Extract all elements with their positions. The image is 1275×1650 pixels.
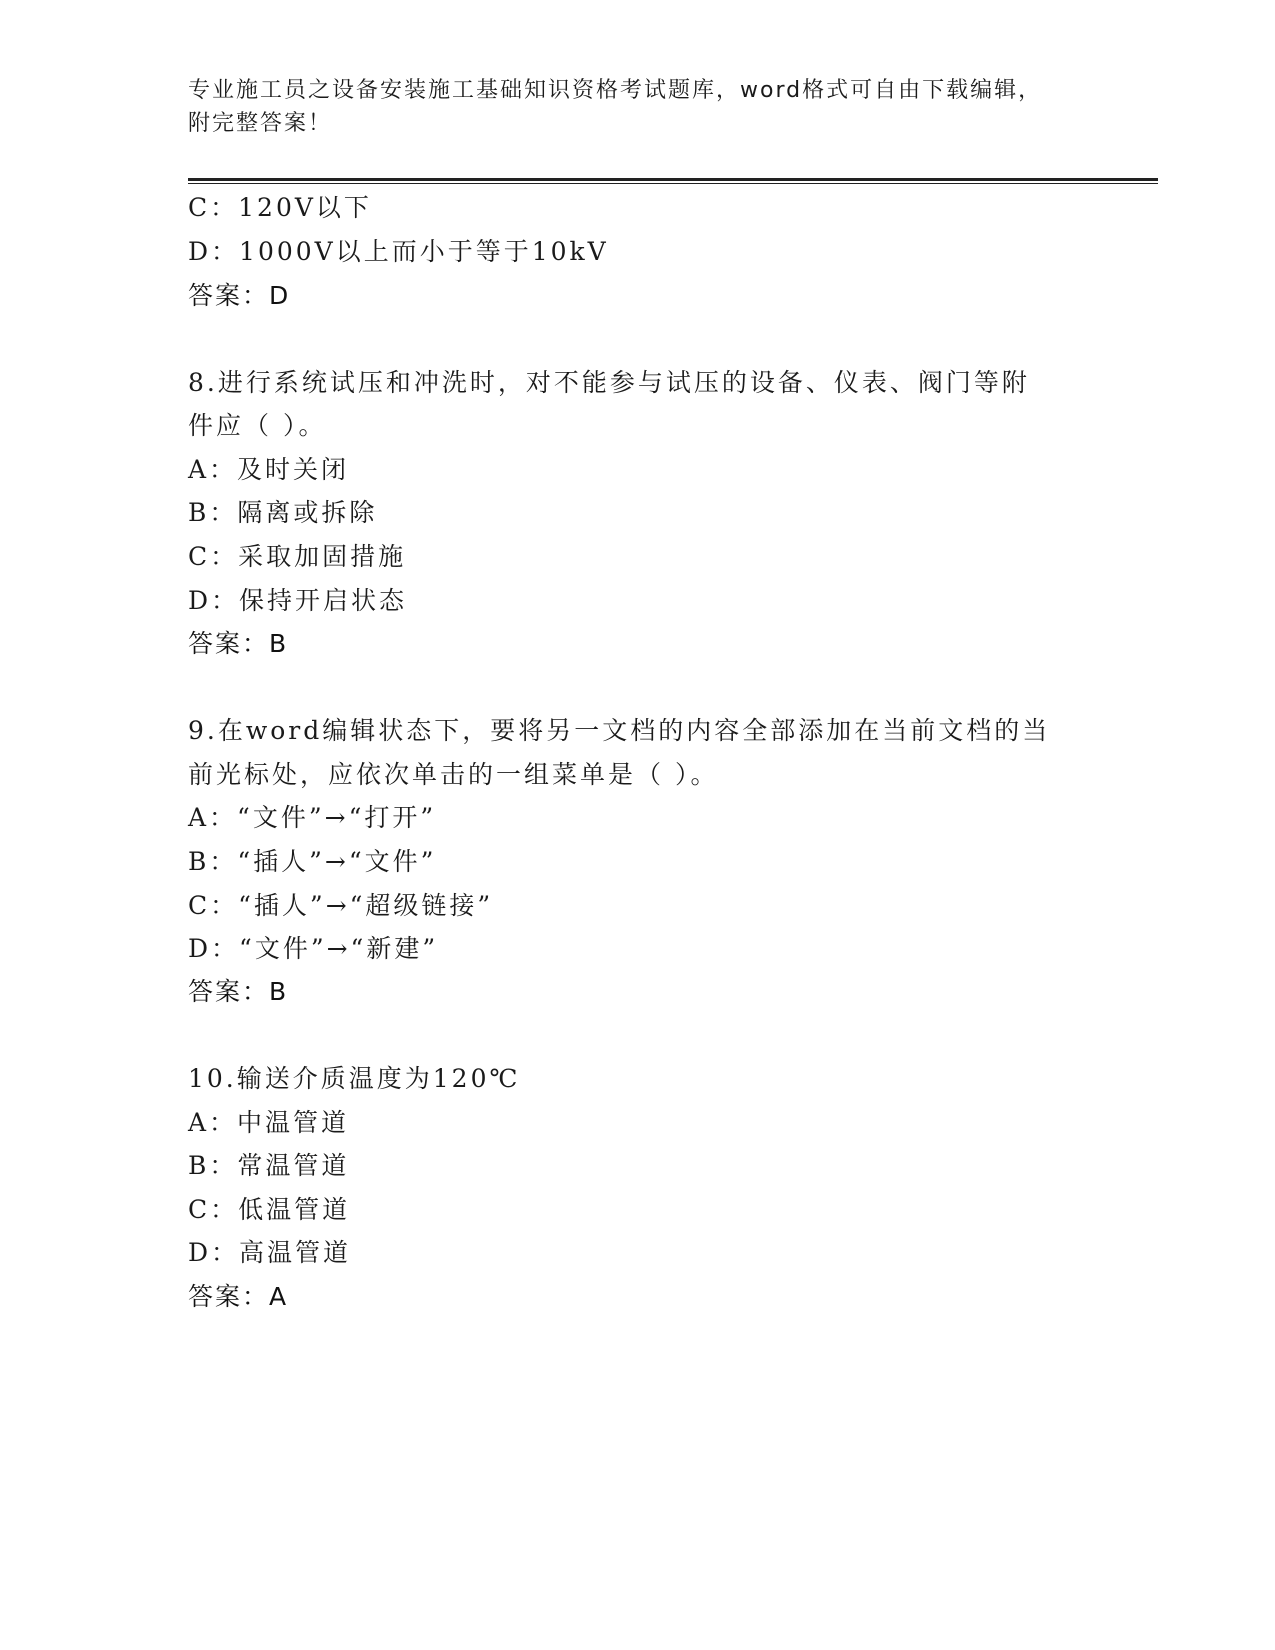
q7-answer: 答案：D [188,281,291,310]
q10-stem: 10.输送介质温度为120℃ [188,1064,521,1093]
q10-answer: 答案：A [188,1282,289,1311]
q8-answer: 答案：B [188,629,289,658]
q9-stem-line-2: 前光标处，应依次单击的一组菜单是（ ）。 [188,760,719,789]
q7-option-d: D：1000V以上而小于等于10kV [188,237,609,266]
header-divider-thick [188,178,1158,181]
q7-option-c: C：120V以下 [188,193,372,222]
q9-option-d: D：“文件”→“新建” [188,934,439,963]
q8-stem-line-2: 件应（ ）。 [188,411,327,440]
q9-option-c: C：“插人”→“超级链接” [188,891,494,920]
q8-option-b: B：隔离或拆除 [188,498,378,527]
header-line-2: 附完整答案！ [188,111,333,136]
document-header [188,74,1088,140]
header-line-1: 专业施工员之设备安装施工基础知识资格考试题库，word格式可自由下载编辑， [188,78,1043,103]
q8-option-d: D：保持开启状态 [188,586,408,615]
q9-stem-line-1: 9.在word编辑状态下，要将另一文档的内容全部添加在当前文档的当 [188,716,1051,745]
q8-option-a: A：及时关闭 [188,455,350,484]
header-divider-thin [188,183,1158,184]
q10-option-d: D：高温管道 [188,1238,352,1267]
q10-option-a: A：中温管道 [188,1108,350,1137]
q8-stem-line-1: 8.进行系统试压和冲洗时，对不能参与试压的设备、仪表、阀门等附 [188,368,1030,397]
q9-answer: 答案：B [188,977,289,1006]
q9-option-b: B：“插人”→“文件” [188,847,437,876]
q10-option-c: C：低温管道 [188,1195,351,1224]
q10-option-b: B：常温管道 [188,1151,350,1180]
q8-option-c: C：采取加固措施 [188,542,407,571]
q9-option-a: A：“文件”→“打开” [188,803,437,832]
